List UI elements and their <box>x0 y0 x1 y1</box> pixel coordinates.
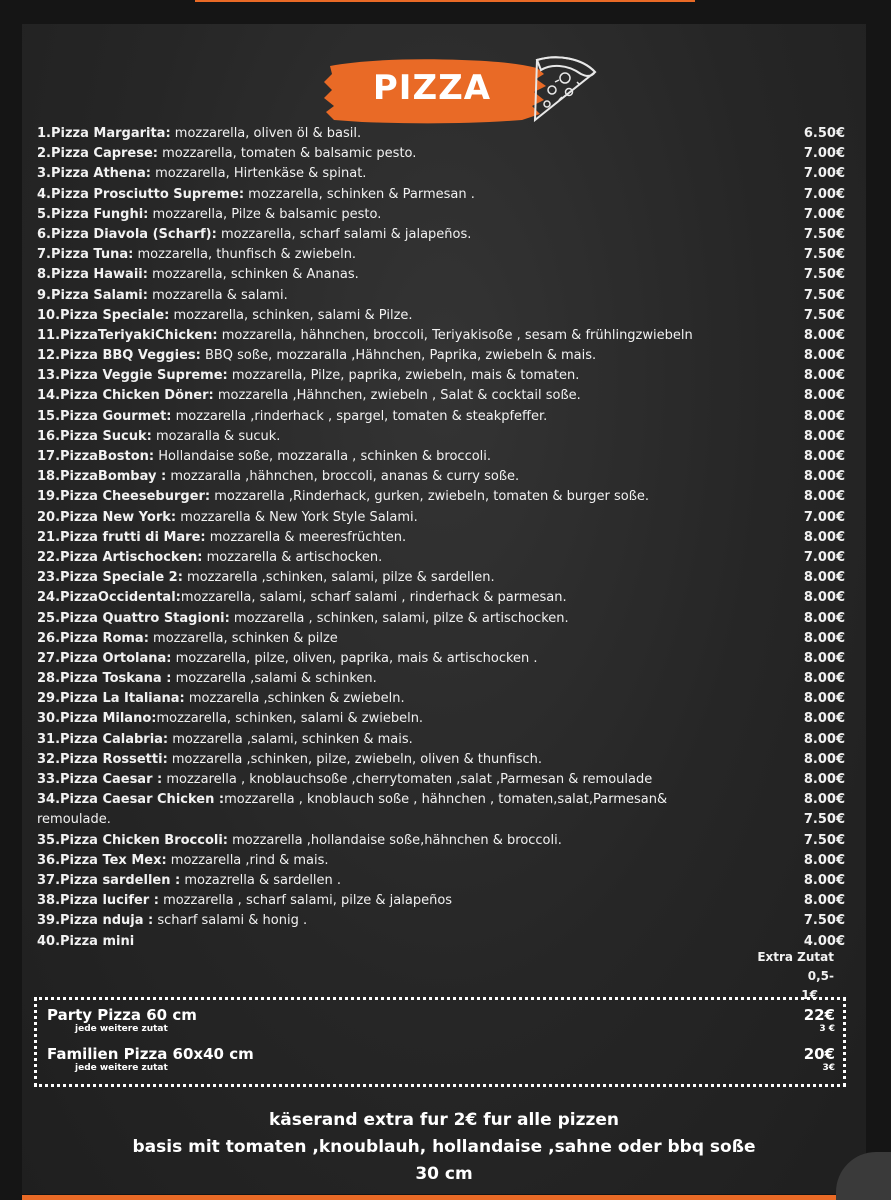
menu-item-price: 8.00€ <box>803 691 845 707</box>
menu-item-name: 7.Pizza Tuna: <box>37 247 134 263</box>
menu-item-price: 8.00€ <box>803 348 845 364</box>
extra-line-1: Extra Zutat 0,5- <box>757 950 834 983</box>
menu-item-name: 18.PizzaBombay : <box>37 469 167 485</box>
menu-item <box>37 629 845 649</box>
menu-item-description: mozzarella ,salami & schinken. <box>171 671 377 687</box>
menu-item-price: 7.50€ <box>803 226 845 242</box>
footer-notes <box>22 1107 866 1188</box>
menu-item-price: 8.00€ <box>803 428 845 444</box>
menu-item-price: 8.00€ <box>803 529 845 545</box>
menu-item-description: mozzarella, Pilze & balsamic pesto. <box>148 206 382 222</box>
menu-item-price: 7.50€ <box>803 913 845 929</box>
menu-item-price: 8.00€ <box>803 469 845 485</box>
menu-item <box>37 831 845 851</box>
menu-item-name: 39.Pizza nduja : <box>37 913 154 929</box>
family-pizza-extra-price: 3€ <box>822 1063 835 1073</box>
menu-item <box>37 932 845 952</box>
menu-item-description: mozaralla & sucuk. <box>151 428 281 444</box>
menu-item <box>37 709 845 729</box>
menu-item <box>37 245 845 265</box>
menu-item <box>37 770 845 790</box>
menu-item-description: mozzarella ,Hähnchen, zwiebeln , Salat & cocktail soße. <box>213 388 581 404</box>
menu-item <box>37 467 845 487</box>
party-pizza-box <box>34 997 846 1087</box>
menu-item <box>37 891 845 911</box>
pizza-menu-list <box>37 124 845 952</box>
menu-item-description: mozazrella & sardellen . <box>180 872 342 888</box>
menu-item-price: 8.00€ <box>803 852 845 868</box>
menu-item-description: mozzarella ,rind & mais. <box>166 852 329 868</box>
menu-item-name: 27.Pizza Ortolana: <box>37 650 172 666</box>
menu-item-description: mozzarella, hähnchen, broccoli, Teriyakisoße , sesam & frühlingzwiebeln <box>217 327 693 343</box>
menu-item-name: 4.Pizza Prosciutto Supreme: <box>37 186 245 202</box>
menu-item <box>37 911 845 931</box>
menu-item-description: mozzarella ,schinken, salami, pilze & sardellen. <box>182 570 495 586</box>
menu-item-description: mozzarella, scharf salami & jalapeños. <box>216 226 472 242</box>
menu-item-description: mozzaralla ,hähnchen, broccoli, ananas & curry soße. <box>166 469 520 485</box>
menu-item-name: 29.Pizza La Italiana: <box>37 691 185 707</box>
menu-item <box>37 185 845 205</box>
menu-item-name: 19.Pizza Cheeseburger: <box>37 489 211 505</box>
menu-item <box>37 568 845 588</box>
menu-item-name: 12.Pizza BBQ Veggies: <box>37 348 201 364</box>
menu-item <box>37 669 845 689</box>
menu-item <box>37 407 845 427</box>
menu-item-name: 24.PizzaOccidental: <box>37 590 181 606</box>
menu-item-price: 8.00€ <box>803 590 845 606</box>
menu-item-name: 11.PizzaTeriyakiChicken: <box>37 327 218 343</box>
menu-item-description: mozzarella, schinken, salami & Pilze. <box>169 307 413 323</box>
menu-item-price: 8.00€ <box>803 570 845 586</box>
menu-item-price: 7.50€ <box>803 812 845 828</box>
menu-item-price: 7.50€ <box>803 832 845 848</box>
menu-item-name: 28.Pizza Toskana : <box>37 671 172 687</box>
menu-item-description: mozzarella , scharf salami, pilze & jalapeños <box>158 893 453 909</box>
menu-item-price: 8.00€ <box>803 751 845 767</box>
menu-item-description: mozzarella, pilze, oliven, paprika, mais & artischocken . <box>171 650 538 666</box>
menu-item-description: mozzarella, thunfisch & zwiebeln. <box>133 247 357 263</box>
menu-item-price: 8.00€ <box>803 650 845 666</box>
menu-item <box>37 649 845 669</box>
menu-item-price: 6.50€ <box>803 126 845 141</box>
family-pizza-price: 20€ <box>803 1045 835 1063</box>
menu-item-name: 20.Pizza New York: <box>37 509 177 525</box>
menu-item <box>37 548 845 568</box>
menu-item <box>37 609 845 629</box>
menu-item-name: 37.Pizza sardellen : <box>37 872 181 888</box>
menu-item-name: 13.Pizza Veggie Supreme: <box>37 368 228 384</box>
menu-item <box>37 790 845 810</box>
menu-item-name: 6.Pizza Diavola (Scharf): <box>37 226 217 242</box>
party-pizza-extra-price: 3 € <box>819 1024 835 1034</box>
menu-item-description: mozzarella ,hollandaise soße,hähnchen & broccoli. <box>228 832 562 848</box>
menu-item <box>37 730 845 750</box>
menu-item-name: 21.Pizza frutti di Mare: <box>37 529 206 545</box>
party-pizza-name: Party Pizza 60 cm <box>47 1006 197 1024</box>
menu-item-price: 7.00€ <box>803 166 845 182</box>
menu-item-name: 9.Pizza Salami: <box>37 287 148 303</box>
menu-item-name: 1.Pizza Margarita: <box>37 126 171 141</box>
menu-item-name: 8.Pizza Hawaii: <box>37 267 148 283</box>
menu-item-price: 7.50€ <box>803 287 845 303</box>
menu-item <box>37 265 845 285</box>
menu-item-name: 25.Pizza Quattro Stagioni: <box>37 610 230 626</box>
menu-item-description: mozzarella ,Rinderhack, gurken, zwiebeln, tomaten & burger soße. <box>210 489 650 505</box>
menu-item <box>37 205 845 225</box>
menu-item-name: 22.Pizza Artischocken: <box>37 549 203 565</box>
menu-item-description: scharf salami & honig . <box>153 913 308 929</box>
menu-item <box>37 164 845 184</box>
menu-item-price: 7.50€ <box>803 307 845 323</box>
footer-line-2: basis mit tomaten ,knoublauh, hollandaise ,sahne oder bbq soße <box>132 1137 756 1157</box>
menu-item-name: 36.Pizza Tex Mex: <box>37 852 167 868</box>
menu-item <box>37 386 845 406</box>
menu-item-description: mozzarella & meeresfrüchten. <box>205 529 407 545</box>
family-pizza-name: Familien Pizza 60x40 cm <box>47 1045 254 1063</box>
menu-item-price: 7.00€ <box>803 509 845 525</box>
menu-item-description: mozzarella & New York Style Salami. <box>176 509 418 525</box>
menu-item-description: mozzarella ,rinderhack , spargel, tomaten & steakpfeffer. <box>171 408 548 424</box>
extra-line-2: 1€ <box>801 988 818 1002</box>
top-accent-bar <box>195 0 695 2</box>
menu-item <box>37 447 845 467</box>
menu-item <box>37 750 845 770</box>
menu-item-description: mozzarella & salami. <box>147 287 288 303</box>
menu-item-description: mozzarella, Hirtenkäse & spinat. <box>150 166 367 182</box>
menu-item <box>37 588 845 608</box>
menu-item <box>37 528 845 548</box>
menu-item-description: mozzarella & artischocken. <box>202 549 383 565</box>
menu-item-name: 15.Pizza Gourmet: <box>37 408 172 424</box>
menu-item-description: mozzarella, oliven öl & basil. <box>170 126 362 141</box>
menu-item-description: mozzarella, schinken, salami & zwiebeln. <box>156 711 424 727</box>
menu-item-description: mozzarella , knoblauchsoße ,cherrytomaten ,salat ,Parmesan & remoulade <box>162 772 653 787</box>
pizza-slice-icon <box>507 52 599 124</box>
menu-item-name: 16.Pizza Sucuk: <box>37 428 152 444</box>
menu-item-name: 5.Pizza Funghi: <box>37 206 149 222</box>
menu-item-price: 8.00€ <box>803 489 845 505</box>
menu-item-price: 7.00€ <box>803 549 845 565</box>
menu-item-price: 8.00€ <box>803 792 845 808</box>
party-pizza-row <box>47 1006 835 1034</box>
menu-item-price: 8.00€ <box>803 731 845 747</box>
family-pizza-row <box>47 1045 835 1073</box>
menu-item-description: Hollandaise soße, mozzaralla , schinken & broccoli. <box>154 449 492 464</box>
menu-item-description: BBQ soße, mozzaralla ,Hähnchen, Paprika, zwiebeln & mais. <box>200 348 597 364</box>
menu-item-name: 34.Pizza Caesar Chicken : <box>37 792 225 808</box>
menu-item-name: 26.Pizza Roma: <box>37 630 149 646</box>
menu-item-description: mozzarella ,schinken, pilze, zwiebeln, oliven & thunfisch. <box>167 751 543 767</box>
menu-item-price: 8.00€ <box>803 772 845 787</box>
menu-item <box>37 810 845 830</box>
menu-item-name: 33.Pizza Caesar : <box>37 772 163 787</box>
footer-line-1: käserand extra fur 2€ fur alle pizzen <box>268 1110 620 1130</box>
footer-line-3: 30 cm <box>415 1164 473 1184</box>
menu-item <box>37 124 845 144</box>
menu-item-price: 8.00€ <box>803 630 845 646</box>
menu-item <box>37 366 845 386</box>
menu-item-name: 2.Pizza Caprese: <box>37 146 158 162</box>
menu-item-price: 8.00€ <box>803 408 845 424</box>
page-title: PIZZA <box>372 68 492 108</box>
menu-item <box>37 326 845 346</box>
party-pizza-extra-label: jede weitere zutat <box>75 1024 168 1034</box>
menu-item-price: 8.00€ <box>803 872 845 888</box>
menu-item <box>37 871 845 891</box>
menu-item-name: 38.Pizza lucifer : <box>37 893 159 909</box>
menu-item <box>37 487 845 507</box>
menu-item-description: mozzarella, salami, scharf salami , rinderhack & parmesan. <box>180 590 567 606</box>
menu-item <box>37 508 845 528</box>
menu-item-description: mozzarella, schinken & pilze <box>148 630 338 646</box>
menu-item-name: 30.Pizza Milano: <box>37 711 157 727</box>
menu-item-price: 7.00€ <box>803 146 845 162</box>
menu-item-price: 8.00€ <box>803 610 845 626</box>
menu-item <box>37 851 845 871</box>
menu-item-name: 35.Pizza Chicken Broccoli: <box>37 832 229 848</box>
party-pizza-price: 22€ <box>803 1006 835 1024</box>
menu-item <box>37 286 845 306</box>
menu-item-price: 8.00€ <box>803 671 845 687</box>
menu-item-price: 8.00€ <box>803 327 845 343</box>
menu-item-description: mozzarella, tomaten & balsamic pesto. <box>158 146 417 162</box>
menu-item-name: 40.Pizza mini <box>37 933 135 949</box>
menu-item-name: 31.Pizza Calabria: <box>37 731 169 747</box>
menu-item-name: 3.Pizza Athena: <box>37 166 151 182</box>
family-pizza-extra-label: jede weitere zutat <box>75 1063 168 1073</box>
menu-item-description: mozzarella, Pilze, paprika, zwiebeln, mais & tomaten. <box>227 368 580 384</box>
menu-item-name: 14.Pizza Chicken Döner: <box>37 388 214 404</box>
menu-item-price: 8.00€ <box>803 388 845 404</box>
menu-item-price: 7.50€ <box>803 247 845 263</box>
title-banner <box>322 54 622 134</box>
menu-item-price: 7.50€ <box>803 267 845 283</box>
menu-item-description: mozzarella, schinken & Parmesan . <box>244 186 475 202</box>
menu-item-price: 7.00€ <box>803 186 845 202</box>
menu-item-price: 8.00€ <box>803 711 845 727</box>
menu-item <box>37 346 845 366</box>
menu-item-description: mozzarella ,schinken & zwiebeln. <box>184 691 405 707</box>
menu-item-name: 32.Pizza Rossetti: <box>37 751 168 767</box>
menu-item <box>37 144 845 164</box>
menu-item-description: mozzarella , schinken, salami, pilze & artischocken. <box>229 610 569 626</box>
menu-item-name: 10.Pizza Speciale: <box>37 307 170 323</box>
menu-item <box>37 427 845 447</box>
menu-item-price: 8.00€ <box>803 893 845 909</box>
menu-item-price: 8.00€ <box>803 368 845 384</box>
menu-item-name: 17.PizzaBoston: <box>37 449 155 464</box>
menu-item <box>37 689 845 709</box>
menu-item-description: mozzarella , knoblauch soße , hähnchen , tomaten,salat,Parmesan& <box>224 792 668 808</box>
menu-item-name: 23.Pizza Speciale 2: <box>37 570 183 586</box>
bottom-accent-bar <box>22 1195 891 1200</box>
menu-item-price: 8.00€ <box>803 449 845 464</box>
menu-item-description: mozzarella ,salami, schinken & mais. <box>168 731 413 747</box>
menu-item <box>37 225 845 245</box>
menu-item-price: 4.00€ <box>803 933 845 949</box>
menu-item-description: remoulade. <box>37 812 111 828</box>
menu-item-price: 7.00€ <box>803 206 845 222</box>
menu-item <box>37 306 845 326</box>
menu-panel <box>22 24 866 1194</box>
menu-item-description: mozzarella, schinken & Ananas. <box>147 267 359 283</box>
